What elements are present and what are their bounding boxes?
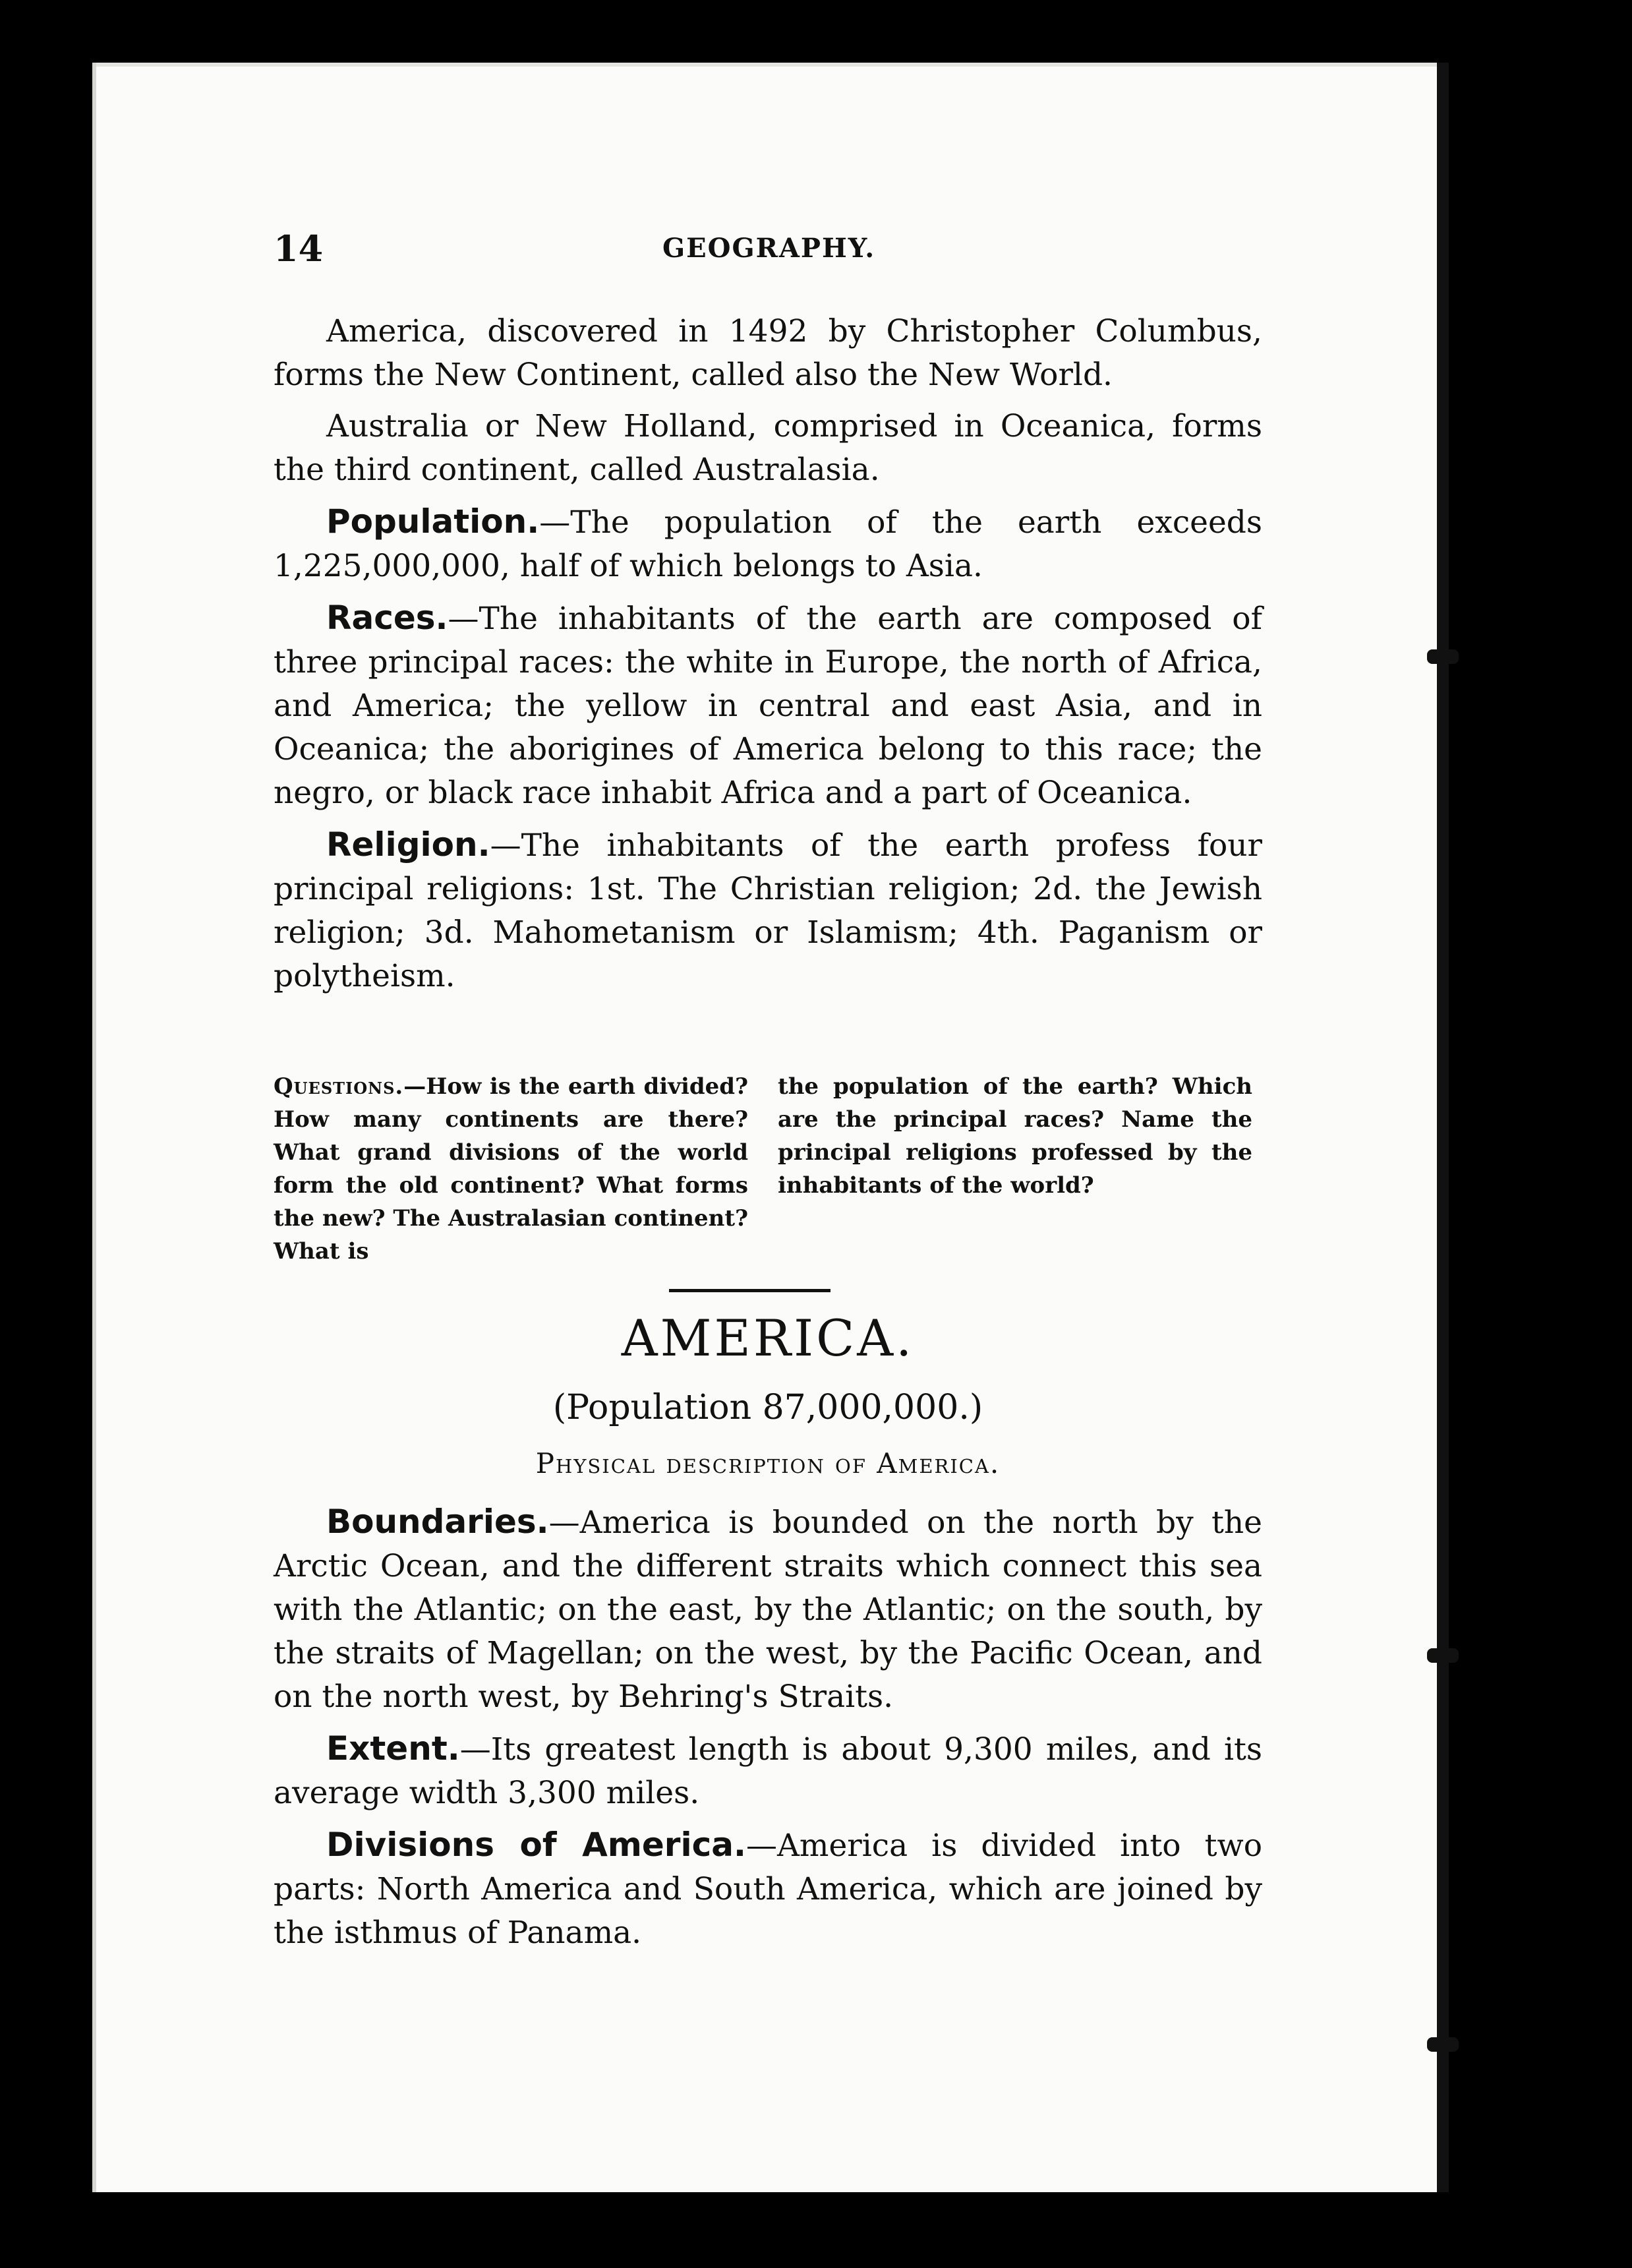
paragraph bbox=[274, 405, 1262, 492]
paragraph-population bbox=[274, 500, 1262, 588]
questions-label: Questions. bbox=[274, 1073, 404, 1100]
questions-text-right: the population of the earth? Which are the principal races? Name the principal religions professed by the inhabitants of the world? bbox=[778, 1073, 1252, 1199]
binding-mark bbox=[1427, 1648, 1459, 1663]
paragraph-text: —The inhabitants of the earth profess four principal religions: 1st. The Christian religion; 2d. the Jewish religion; 3d. Mahometanism or Islamism; 4th. Paganism or polytheism. bbox=[274, 827, 1262, 994]
page-header bbox=[274, 227, 1262, 280]
paragraph-text: America, discovered in 1492 by Christopher Columbus, forms the New Continent, called also the New World. bbox=[274, 313, 1262, 393]
questions-column-left bbox=[274, 1070, 748, 1268]
binding-mark bbox=[1427, 649, 1459, 664]
binding-mark bbox=[1427, 2037, 1459, 2052]
body-bottom bbox=[274, 1500, 1262, 1963]
paragraph-heading: Boundaries. bbox=[326, 1503, 549, 1541]
paragraph-heading: Races. bbox=[326, 599, 448, 637]
page-spine-edge bbox=[1437, 63, 1449, 2192]
paragraph-text: —America is divided into two parts: North America and South America, which are joined by the isthmus of Panama. bbox=[274, 1828, 1262, 1951]
questions-block bbox=[274, 1070, 1262, 1274]
paragraph-text: —America is bounded on the north by the Arctic Ocean, and the different straits which connect this sea with the Atlantic; on the east, by the Atlantic; on the south, by the straits of Magellan; on the west, by the Pacific Ocean, and on the north west, by Behring's Straits. bbox=[274, 1505, 1262, 1715]
paragraph-text: Australia or New Holland, comprised in Oceanica, forms the third continent, called Australasia. bbox=[274, 408, 1262, 488]
running-head: GEOGRAPHY. bbox=[662, 233, 876, 264]
questions-text-left: —How is the earth divided? How many continents are there? What grand divisions of the world form the old continent? What forms the new? The Australasian continent? What is bbox=[274, 1073, 748, 1265]
section-subtitle: Physical description of America. bbox=[535, 1447, 1001, 1479]
paragraph-heading: Extent. bbox=[326, 1729, 460, 1768]
paragraph bbox=[274, 310, 1262, 397]
paragraph-text: —Its greatest length is about 9,300 miles, and its average width 3,300 miles. bbox=[274, 1731, 1262, 1811]
section-divider bbox=[669, 1289, 831, 1292]
paragraph-text: —The population of the earth exceeds 1,225,000,000, half of which belongs to Asia. bbox=[274, 504, 1262, 584]
paragraph-text: —The inhabitants of the earth are composed of three principal races: the white in Europe, the north of Africa, and America; the yellow in central and east Asia, and in Oceanica; the aborigines of America belong to this race; the negro, or black race inhabit Africa and a part of Oceanica. bbox=[274, 601, 1262, 811]
section-population: (Population 87,000,000.) bbox=[552, 1388, 983, 1427]
paragraph-religion bbox=[274, 823, 1262, 998]
paragraph-extent bbox=[274, 1727, 1262, 1815]
paragraph-boundaries bbox=[274, 1500, 1262, 1719]
paragraph-heading: Population. bbox=[326, 502, 540, 541]
paragraph-heading: Divisions of America. bbox=[326, 1826, 746, 1864]
paragraph-divisions bbox=[274, 1823, 1262, 1955]
page-number: 14 bbox=[274, 227, 324, 270]
paragraph-races bbox=[274, 596, 1262, 815]
body-top bbox=[274, 310, 1262, 1006]
section-title: AMERICA. bbox=[621, 1309, 915, 1367]
questions-column-right bbox=[778, 1070, 1252, 1202]
paragraph-heading: Religion. bbox=[326, 825, 490, 864]
